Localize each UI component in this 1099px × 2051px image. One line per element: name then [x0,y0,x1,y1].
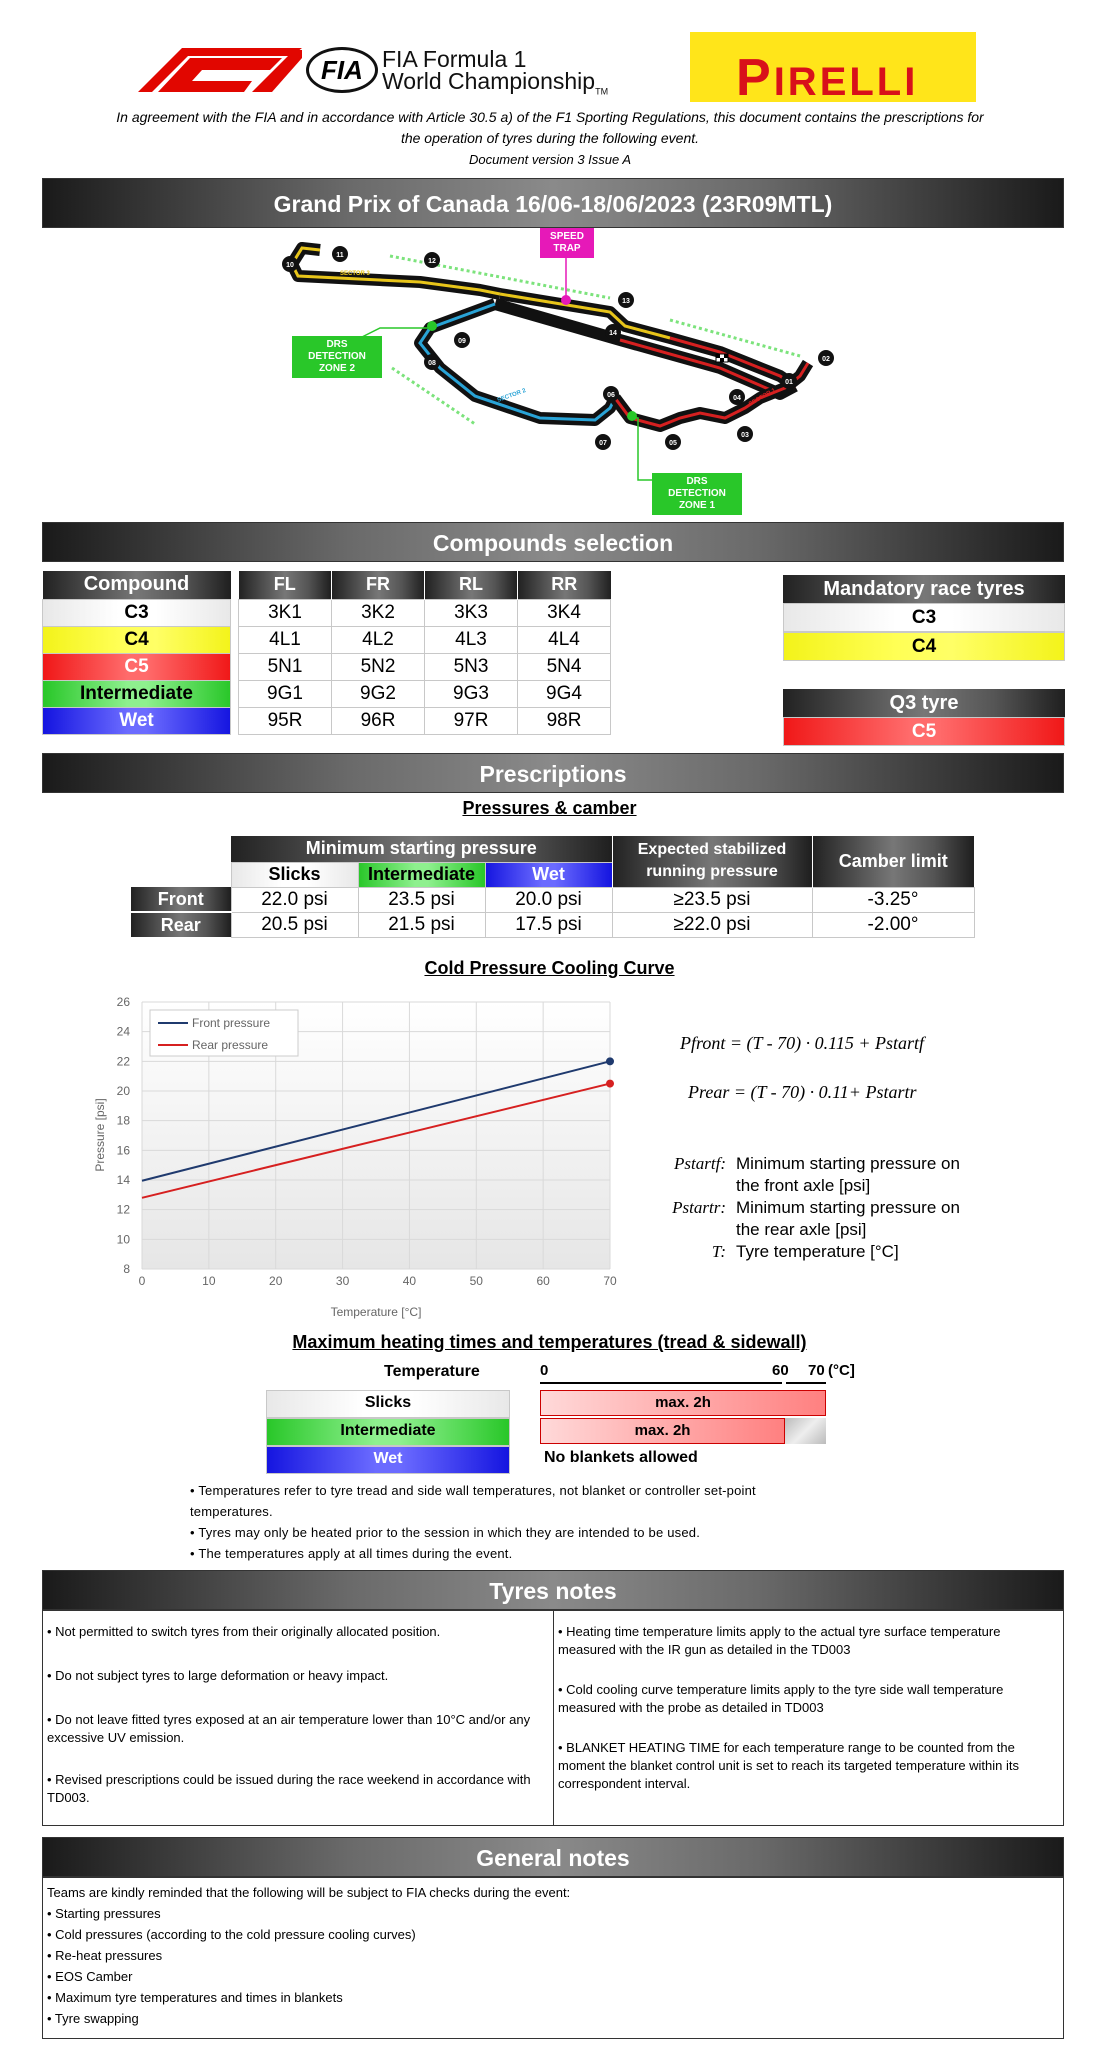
c3-rl: 3K3 [425,599,518,626]
general-notes-box [42,1877,1064,2039]
compound-c3: C3 [43,599,231,626]
tyre-note-r1: • Heating time temperature limits apply to the actual tyre surface temperature measured with the IR gun as detailed in the TD003 [558,1624,1001,1657]
y-tick-label: 8 [123,1262,130,1276]
tm-mark: TM [595,86,609,97]
temp-0: 0 [540,1362,549,1379]
speed-trap-callout: SPEED TRAP [540,228,594,258]
pirelli-logo [690,32,976,107]
c5-rl: 5N3 [425,653,518,680]
rear-expected: ≥22.0 psi [612,912,812,937]
heat-slicks-label: Slicks [266,1390,510,1418]
compound-wet: Wet [43,707,231,734]
heat-wet-value: No blankets allowed [544,1449,698,1466]
heat-inter-grey [785,1418,826,1444]
inter-fr: 9G2 [332,680,425,707]
turn-12: 12 [428,258,436,265]
temp-unit: (°C] [828,1362,855,1379]
intro-line1: In agreement with the FIA and in accordance with Article 30.5 a) of the F1 Sporting Regulations, this document contains the prescriptions for [116,109,984,125]
y-axis-label: Pressure [psi] [93,1098,107,1172]
inter-rl: 9G3 [425,680,518,707]
x-tick-label: 20 [269,1274,283,1288]
inter-rr: 9G4 [518,680,611,707]
min-start-header: Minimum starting pressure [231,836,612,862]
tyre-notes-left [42,1610,554,1826]
pirelli-p: P [736,49,774,107]
general-item-3: • Re-heat pressures [47,1948,163,1963]
q3-title: Q3 tyre [783,689,1065,717]
tyre-note-l1: • Not permitted to switch tyres from their originally allocated position. [47,1624,441,1639]
mandatory-c3: C3 [783,603,1065,632]
heat-wet-label: Wet [266,1446,510,1474]
wet-fl: 95R [239,707,332,734]
x-tick-label: 30 [335,1274,350,1288]
compounds-table [42,571,611,735]
turn-03: 03 [741,432,749,439]
x-axis-label: Temperature [°C] [330,1305,422,1319]
fia-title-line1: FIA Formula 1 [382,46,527,72]
sector2-label: SECTOR 2 [496,388,527,404]
general-item-2: • Cold pressures (according to the cold pressure cooling curves) [47,1927,416,1942]
rear-camber: -2.00° [812,912,974,937]
q3-tyre [783,689,1065,746]
def-pstartr: Pstartr: Minimum starting pressure on the rear axle [psi] [672,1198,960,1239]
heat-slicks-bar: max. 2h [540,1390,826,1416]
fia-title [382,48,608,103]
tyre-notes-right [553,1610,1064,1826]
x-tick-label: 70 [603,1274,617,1288]
c4-fl: 4L1 [239,626,332,653]
sub-intermediate: Intermediate [358,862,485,887]
general-item-4: • EOS Camber [47,1969,133,1984]
legend-rear-label: Rear pressure [192,1038,269,1052]
tyre-note-l2: • Do not subject tyres to large deformation or heavy impact. [47,1668,389,1683]
c5-rr: 5N4 [518,653,611,680]
f1-logo [132,48,302,92]
c3-rr: 3K4 [518,599,611,626]
compound-header: Compound [43,571,231,599]
heating-bullet-2: • Tyres may only be heated prior to the session in which they are intended to be used. [190,1525,701,1540]
front-inter: 23.5 psi [358,887,485,912]
turn-14: 14 [609,330,617,337]
f1-logo-icon [132,48,302,92]
turn-11: 11 [336,252,344,259]
compound-c4: C4 [43,626,231,653]
rear-pressure-point [606,1080,614,1088]
y-tick-label: 20 [116,1084,130,1098]
turn-08: 08 [428,360,436,367]
axle-rear: Rear [131,912,231,937]
rl-header: RL [425,571,518,599]
pressures-title: Pressures & camber [462,798,637,818]
compound-intermediate: Intermediate [43,680,231,707]
temp-axis [540,1362,860,1384]
track-map [280,228,840,520]
expected-header: Expected stabilized running pressure [612,836,812,887]
front-wet: 20.0 psi [485,887,612,912]
wet-rl: 97R [425,707,518,734]
rear-inter: 21.5 psi [358,912,485,937]
pirelli-wordmark [736,48,918,108]
front-expected: ≥23.5 psi [612,887,812,912]
c4-rr: 4L4 [518,626,611,653]
tyre-notes-title: Tyres notes [42,1570,1064,1610]
y-tick-label: 18 [116,1113,130,1128]
c4-fr: 4L2 [332,626,425,653]
y-tick-label: 26 [116,995,130,1009]
track-main [500,294,795,386]
general-item-5: • Maximum tyre temperatures and times in blankets [47,1990,343,2005]
pressure-table [131,836,975,938]
heat-inter-bar: max. 2h [540,1418,785,1444]
formula-front: Pfront = (T - 70) · 0.115 + Pstartf [680,1033,924,1053]
general-item-6: • Tyre swapping [47,2011,139,2026]
q3-c5: C5 [783,717,1065,746]
turn-01: 01 [785,379,793,386]
tyre-note-l3: • Do not leave fitted tyres exposed at an air temperature lower than 10°C and/or any excessive UV emission. [47,1712,531,1745]
prescriptions-title: Prescriptions [42,753,1064,793]
y-tick-label: 22 [116,1054,130,1069]
turn-02: 02 [822,356,830,363]
turn-06: 06 [607,392,615,399]
y-tick-label: 24 [116,1024,130,1039]
temp-70: 70 [808,1362,825,1379]
inter-fl: 9G1 [239,680,332,707]
heating-bullet-3: • The temperatures apply at all times during the event. [190,1546,513,1561]
heat-inter-label: Intermediate [266,1418,510,1446]
turn-10: 10 [286,262,294,269]
y-tick-label: 16 [116,1143,130,1158]
formula-definitions [650,1153,960,1263]
general-notes-title: General notes [42,1837,1064,1877]
fia-badge: FIA [306,47,378,93]
fia-title-line2: World Championship$_{TM}$ [382,68,609,97]
sub-wet: Wet [485,862,612,887]
formula-rear: Prear = (T - 70) · 0.11+ Pstartr [688,1082,917,1102]
mandatory-title: Mandatory race tyres [783,575,1065,603]
front-camber: -3.25° [812,887,974,912]
x-tick-label: 50 [469,1274,483,1288]
y-tick-label: 14 [116,1173,130,1187]
camber-header: Camber limit [812,836,974,887]
tyre-note-r2: • Cold cooling curve temperature limits apply to the tyre side wall temperature measured with the probe as detailed in TD003 [558,1682,1004,1715]
heating-bullet-1b: temperatures. [190,1504,273,1519]
rr-header: RR [518,571,611,599]
compounds-title: Compounds selection [42,522,1064,562]
event-title: Grand Prix of Canada 16/06-18/06/2023 (23R09MTL) [42,178,1064,228]
front-pressure-point [606,1057,614,1065]
turn-09: 09 [458,338,466,345]
turn-05: 05 [669,440,677,447]
def-pstartf: Pstartf: Minimum starting pressure on the front axle [psi] [674,1154,960,1195]
heating-bullet-1: • Temperatures refer to tyre tread and side wall temperatures, not blanket or controller set-point [190,1483,756,1498]
c5-fl: 5N1 [239,653,332,680]
wet-rr: 98R [518,707,611,734]
intro-text [30,107,1070,170]
fr-header: FR [332,571,425,599]
c3-fl: 3K1 [239,599,332,626]
def-t: T: Tyre temperature [°C] [711,1242,899,1261]
axle-front: Front [131,887,231,912]
c4-rl: 4L3 [425,626,518,653]
turn-04: 04 [733,395,741,402]
drs2-callout: DRS DETECTION ZONE 2 [292,336,382,378]
temperature-label: Temperature [384,1363,480,1380]
doc-version: Document version 3 Issue A [468,152,632,167]
c3-fr: 3K2 [332,599,425,626]
drs1-callout: DRS DETECTION ZONE 1 [652,473,742,515]
sub-slicks: Slicks [231,862,358,887]
tyre-note-l4: • Revised prescriptions could be issued during the race weekend in accordance with TD003. [47,1772,531,1805]
pirelli-rest: IRELLI [773,60,919,104]
legend-front-label: Front pressure [192,1016,271,1030]
general-item-1: • Starting pressures [47,1906,161,1921]
general-intro: Teams are kindly reminded that the following will be subject to FIA checks during the event: [47,1885,571,1900]
heating-title: Maximum heating times and temperatures (tread & sidewall) [292,1332,807,1352]
wet-fr: 96R [332,707,425,734]
heating-bullets [190,1480,890,1564]
x-tick-label: 60 [536,1274,550,1288]
cooling-chart-svg [90,990,630,1320]
y-tick-label: 12 [116,1202,130,1217]
cooling-chart [90,990,630,1320]
compound-c5: C5 [43,653,231,680]
x-tick-label: 10 [202,1274,216,1288]
tyre-note-r3: • BLANKET HEATING TIME for each temperature range to be counted from the moment the blanket control unit is set to reach its targeted temperature within its correspondent interval. [558,1740,1020,1791]
rear-wet: 17.5 psi [485,912,612,937]
y-tick-label: 10 [116,1232,130,1247]
x-tick-label: 0 [138,1274,146,1288]
temp-60: 60 [772,1362,789,1379]
sector1-label: SECTOR 1 [748,387,777,408]
sector3-label: SECTOR 3 [340,271,370,277]
fl-header: FL [239,571,332,599]
mandatory-c4: C4 [783,632,1065,661]
front-slicks: 22.0 psi [231,887,358,912]
turn-07: 07 [599,440,607,447]
rear-slicks: 20.5 psi [231,912,358,937]
intro-line2: the operation of tyres during the following event. [400,130,700,146]
cooling-title: Cold Pressure Cooling Curve [424,958,675,978]
c5-fr: 5N2 [332,653,425,680]
x-tick-label: 40 [402,1274,417,1288]
mandatory-tyres [783,575,1065,661]
turn-13: 13 [622,298,630,305]
